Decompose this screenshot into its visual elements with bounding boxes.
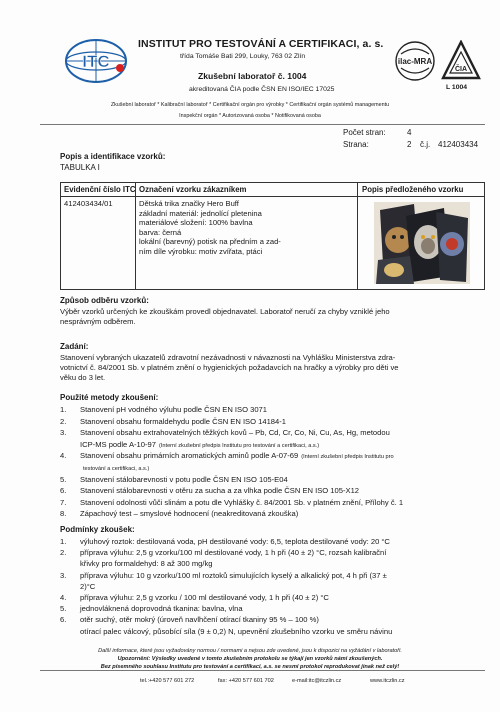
footer-fax: fax: +420 577 601 702 [218,678,274,684]
page-label: Strana: [343,140,369,149]
list-item-number: 4. [60,593,67,602]
list-item-note: (Interní zkušební předpis Institutu pro testování a certifikaci, a.s.) [158,442,320,449]
list-item-text: jednovláknená doprovodná tkanina: bavlna, vlna [80,604,243,614]
list-item-number: 2. [60,416,67,426]
col-header-sample-photo: Popis předloženého vzorku [362,185,464,194]
list-item [60,451,486,462]
list-item [60,537,486,547]
cia-logo [441,40,481,82]
list-item-number: 6. [60,486,67,496]
list-item-text: Stanovení odolnosti vůči slinám a potu dle Vyhlášky č. 84/2001 Sb. v platném znění, Přílohy č. 1 [80,497,404,507]
list-item-text: Stanovení obsahu formaldehydu podle ČSN EN ISO 14184-1 [80,416,287,426]
list-item [60,548,486,558]
header-divider [40,124,485,125]
desc-line: materiálové složení: 100% bavlna [139,218,253,228]
list-item-number: 6. [60,615,67,625]
assignment-line: votnictví č. 84/2001 Sb. v platném znění o hygienických požadavcích na hračky a výrobky pro děti ve [60,363,399,372]
accreditation-text: akreditovaná ČIA podle ČSN EN ISO/IEC 17025 [189,86,335,93]
page-value: 2 [407,140,412,149]
list-item-number: 3. [60,428,67,438]
assignment-text [60,353,399,383]
list-item [60,463,486,474]
sample-table [60,182,485,290]
cia-text: ČIA [454,66,468,73]
list-item-text: Zápachový test – smyslové hodnocení (neakreditovaná zkouška) [80,509,299,519]
list-item-number: 2. [60,548,67,558]
lab-number: L 1004 [446,84,468,91]
list-item-text: Stanovení stálobarevnosti v potu podle ČSN EN ISO 105-E04 [80,474,288,484]
list-item-text: příprava výluhu: 10 g vzorku/100 ml roztoků simulujících kyselý a alkalický pot, 4 h při (37 ± [80,570,387,580]
list-item [60,428,486,438]
list-item-text: Stanovení stálobarevnosti v otěru za sucha a za vlhka podle ČSN EN ISO 105-X12 [80,486,360,496]
sample-photo [374,202,470,284]
roles-line-1: Zkušební laboratoř * Kalibrační laboratoř * Certifikační orgán pro výrobky * Certifikační orgán systémů managementu [110,102,390,108]
list-item [60,627,486,637]
list-item [60,405,486,415]
roles-line-2: Inspekční orgán * Autorizovaná osoba * Notifikovaná osoba [179,113,321,119]
list-item-number: 7. [60,497,67,507]
ref-label: č.j. [420,140,431,149]
list-item-text: příprava výluhu: 2,5 g vzorku/100 ml destilované vody, 1 h při (40 ± 2) °C, rozsah kalibrační [80,548,387,558]
list-item-number: 5. [60,604,67,614]
footer-phone: tel.:+420 577 601 272 [140,678,195,684]
list-item-number: 4. [60,451,67,461]
footer-reproduction-note: Bez písemného souhlasu Institutu pro testování a certifikaci, a.s. se nesmí protokol reprodukovat jinak než celý! [100,664,400,670]
col-header-customer-label: Označení vzorku zákazníkem [139,185,247,194]
methods-heading: Použité metody zkoušení: [60,393,159,402]
list-item [60,440,486,451]
col-header-itc-number: Evidenční číslo ITC [64,185,136,194]
list-item-text: křivky pro formaldehyd: 8 až 300 mg/kg [80,559,213,569]
ilac-mra-text: ilac-MRA [397,57,433,66]
footer-divider [40,670,485,671]
footer-email[interactable]: e-mail:itc@itczlin.cz [292,678,342,684]
sampling-heading: Způsob odběru vzorků: [60,296,149,305]
list-item-text: příprava výluhu: 2,5 g vzorku / 100 ml destilované vody, 1 h při (40 ± 2) °C [80,593,329,602]
list-item [60,571,486,581]
institute-address: třída Tomáše Bati 299, Louky, 763 02 Zlín [180,53,306,60]
assignment-line: Stanovení vybraných ukazatelů zdravotní nezávadnosti v návaznosti na Vyhlášku Ministerstva zdra- [60,353,396,362]
list-item-text: otírací palec válcový, působící síla (9 ± 0,2) N, upevnění zkušebního vzorku ve směru návinu [80,626,393,636]
list-item-number: 1. [60,405,67,414]
sampling-line: Výběr vzorků určených ke zkouškám provedl objednavatel. Laboratoř neručí za chyby vzniklé jeho [60,307,390,316]
list-item-text: Stanovení obsahu primárních aromatických aminů podle A-07-69 [80,451,299,461]
table-label: TABULKA I [60,163,100,172]
list-item-note: testování a certifikaci, a.s.) [83,466,150,472]
desc-line: Dětská trika značky Hero Buff [139,199,239,208]
sample-id: 412403434/01 [64,199,113,208]
desc-line: ním díle výrobku: motiv zvířata, ptáci [139,246,263,256]
footer-website[interactable]: www.itczlin.cz [370,678,405,684]
list-item-text: Stanovení obsahu extrahovatelných těžkých kovů – Pb, Cd, Cr, Co, Ni, Cu, As, Hg, metodou [80,428,390,438]
list-item-number: 8. [60,509,67,519]
sampling-line: nesprávným odběrem. [60,317,136,326]
list-item-text: otěr suchý, otěr mokrý (úroveň navlhčení otírací tkaniny 95 % – 100 %) [80,615,319,625]
list-item [60,498,486,508]
assignment-heading: Zadání: [60,342,89,351]
institute-title: INSTITUT PRO TESTOVÁNÍ A CERTIFIKACI, a. s. [138,38,384,50]
list-item [60,615,486,625]
list-item [60,417,486,427]
list-item-text: výluhový roztok: destilovaná voda, pH destilované vody: 6,5, teplota destilované vody: 20 °C [80,537,390,546]
list-item-number: 5. [60,474,67,484]
list-item-text: ICP-MS podle A-10-97 [80,439,156,449]
footer-note: Další informace, které jsou vyžadovány normou / normami a nejsou zde uvedené, jsou k dispozici na vyžádání v laboratoři. [98,648,402,654]
desc-line: základní materiál: jednolící pletenina [139,208,262,218]
description-heading: Popis a identifikace vzorků: [60,152,166,161]
desc-line: barva: černá [139,227,182,237]
list-item-note: (Interní zkušební předpis Institutu pro [301,454,394,461]
itc-logo-text: ITC [82,52,110,71]
list-item [60,604,486,614]
list-item-number: 1. [60,537,67,546]
institute-roles [90,100,410,122]
pages-value: 4 [407,128,412,137]
sampling-text [60,307,390,327]
list-item-text: Stanovení pH vodného výluhu podle ČSN EN ISO 3071 [80,405,268,414]
list-item [60,486,486,496]
list-item [60,509,486,519]
list-item [60,559,486,569]
desc-line: lokální (barevný) potisk na předním a zad- [139,237,281,247]
list-item [60,593,486,603]
assignment-line: věku do 3 let. [60,373,106,382]
list-item-number: 3. [60,570,67,580]
footer-warning: Upozornění: Výsledky uvedené v tomto zkušebním protokolu se týkají jen vzorků námi zkoušených. [117,656,383,662]
laboratory-name: Zkušební laboratoř č. 1004 [198,71,307,81]
ref-value: 412403434 [438,140,479,149]
ilac-mra-logo [392,40,438,82]
pages-label: Počet stran: [343,128,386,137]
list-item [60,582,486,592]
sample-description [139,199,281,257]
list-item-text: 2)°C [80,581,96,591]
list-item [60,475,486,485]
itc-logo [64,38,128,84]
conditions-heading: Podmínky zkoušek: [60,525,135,534]
